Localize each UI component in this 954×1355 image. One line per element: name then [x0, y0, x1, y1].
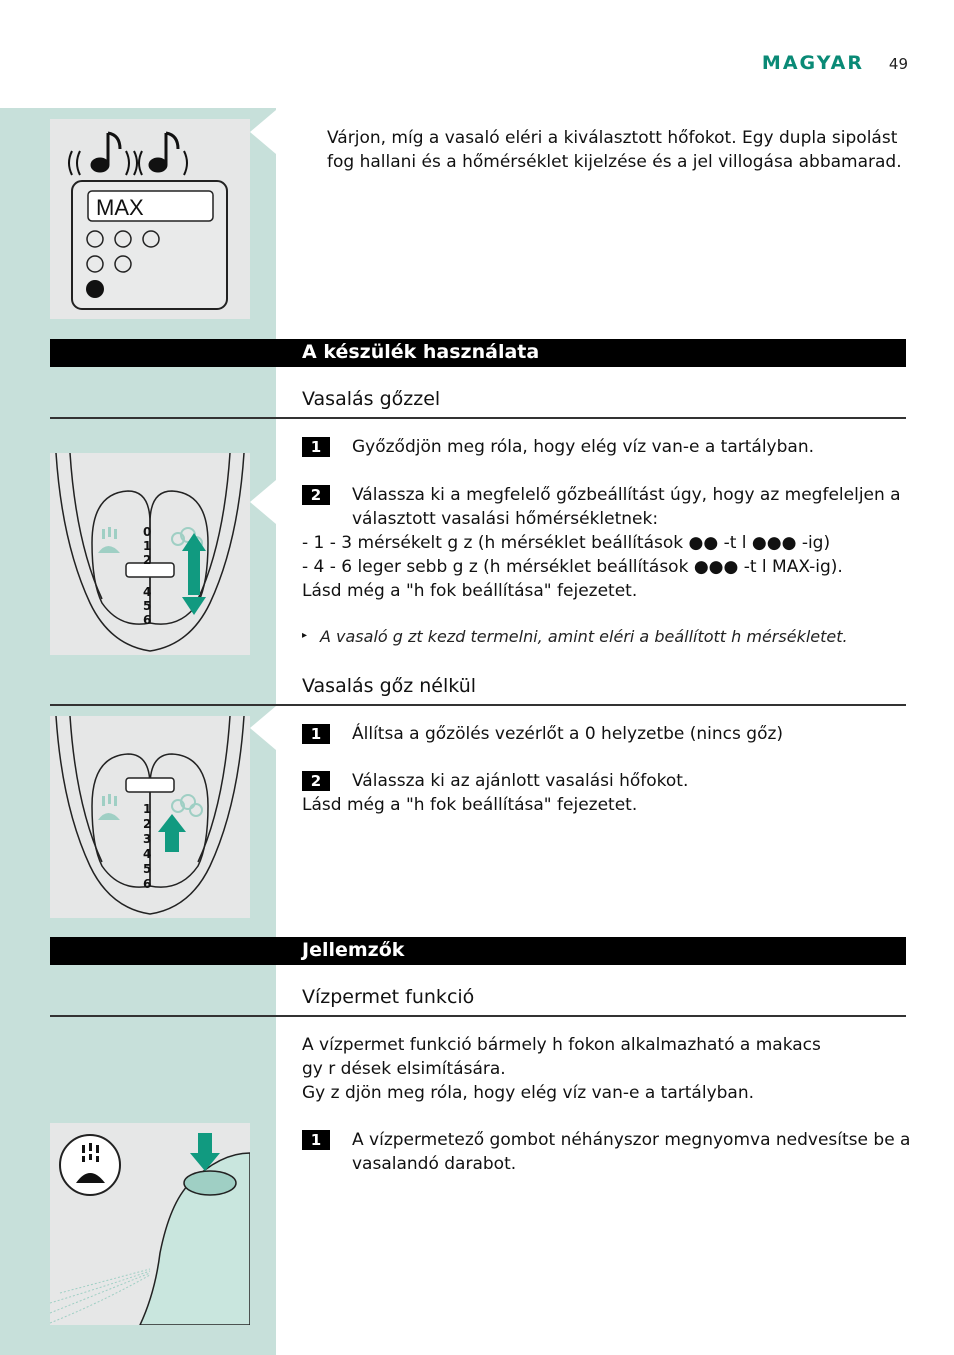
scale-3: 3: [143, 832, 152, 846]
see-also-text: Lásd még a "h fok beállítása" fejezetet.: [302, 795, 638, 815]
scale-2: 2: [143, 553, 152, 567]
subsection-title: Vasalás gőz nélkül: [302, 675, 477, 697]
bullet-line: - 1 - 3 mérsékelt g z (h mérséklet beállítások ●● -t l ●●● -ig): [302, 533, 831, 553]
section-bar: [50, 937, 906, 965]
steam-icon: [98, 794, 120, 820]
section-title: Jellemzők: [302, 939, 405, 961]
spray-illustration: [50, 1123, 250, 1325]
language-heading: MAGYAR: [761, 52, 864, 74]
scale-1: 1: [143, 539, 152, 553]
step-text: A vízpermetező gombot néhányszor megnyomva nedvesítse be a vasalandó darabot.: [352, 1130, 911, 1174]
pointer-caret: [250, 110, 276, 154]
bullet-line: - 4 - 6 leger sebb g z (h mérséklet beállítások ●●● -t l MAX-ig).: [302, 557, 843, 577]
steam-dial-illustration: [50, 453, 250, 655]
scale-4: 4: [143, 585, 152, 599]
divider: [50, 704, 906, 706]
section-bar: [50, 339, 906, 367]
cloud-icon: [172, 795, 202, 816]
scale-6: 6: [143, 877, 152, 891]
step-number: 2: [302, 771, 330, 791]
scale-0: 0: [143, 525, 152, 539]
step-text: Állítsa a gőzölés vezérlőt a 0 helyzetbe (nincs gőz): [352, 724, 784, 744]
subsection-title: Vasalás gőzzel: [302, 388, 441, 410]
scale-6: 6: [143, 613, 152, 627]
scale-5: 5: [143, 862, 152, 876]
step-number: 1: [302, 724, 330, 744]
divider: [50, 417, 906, 419]
result-note: A vasaló g zt kezd termelni, amint eléri a beállított h mérsékletet.: [320, 627, 848, 646]
step-text: Győződjön meg róla, hogy elég víz van-e a tartályban.: [352, 437, 815, 457]
paragraph-line: A vízpermet funkció bármely h fokon alkalmazható a makacs: [302, 1035, 821, 1055]
arrow-bullet-icon: ▸: [302, 630, 308, 641]
scale-1: 1: [143, 802, 152, 816]
up-arrow-icon: [158, 814, 186, 852]
steam-dial-zero-illustration: [50, 716, 250, 918]
see-also-text: Lásd még a "h fok beállítása" fejezetet.: [302, 581, 638, 601]
pointer-caret: [250, 706, 276, 750]
music-notes-icon: [50, 119, 250, 319]
step-text: Válassza ki a megfelelő gőzbeállítást úgy, hogy az megfeleljen a választott vasalási hőmérsékletnek:: [352, 485, 901, 529]
display-label: MAX: [96, 195, 144, 220]
step-text: Válassza ki az ajánlott vasalási hőfokot.: [352, 771, 689, 791]
paragraph-line: Gy z djön meg róla, hogy elég víz van-e a tartályban.: [302, 1083, 755, 1103]
subsection-title: Vízpermet funkció: [302, 986, 475, 1008]
intro-text: Várjon, míg a vasaló eléri a kiválasztott hőfokot. Egy dupla sipolást fog hallani és a hőmérséklet kijelzése és a jel villogása abbamarad.: [327, 128, 902, 172]
scale-4: 4: [143, 847, 152, 861]
step-number: 1: [302, 437, 330, 457]
paragraph-line: gy r dések elsimítására.: [302, 1059, 506, 1079]
scale-5: 5: [143, 599, 152, 613]
step-number: 1: [302, 1130, 330, 1150]
steam-icon: [98, 527, 120, 553]
pointer-caret: [250, 480, 276, 524]
page-number: 49: [888, 55, 908, 73]
divider: [50, 1015, 906, 1017]
step-number: 2: [302, 485, 330, 505]
scale-2: 2: [143, 817, 152, 831]
section-title: A készülék használata: [302, 341, 540, 363]
display-illustration: [50, 119, 250, 319]
